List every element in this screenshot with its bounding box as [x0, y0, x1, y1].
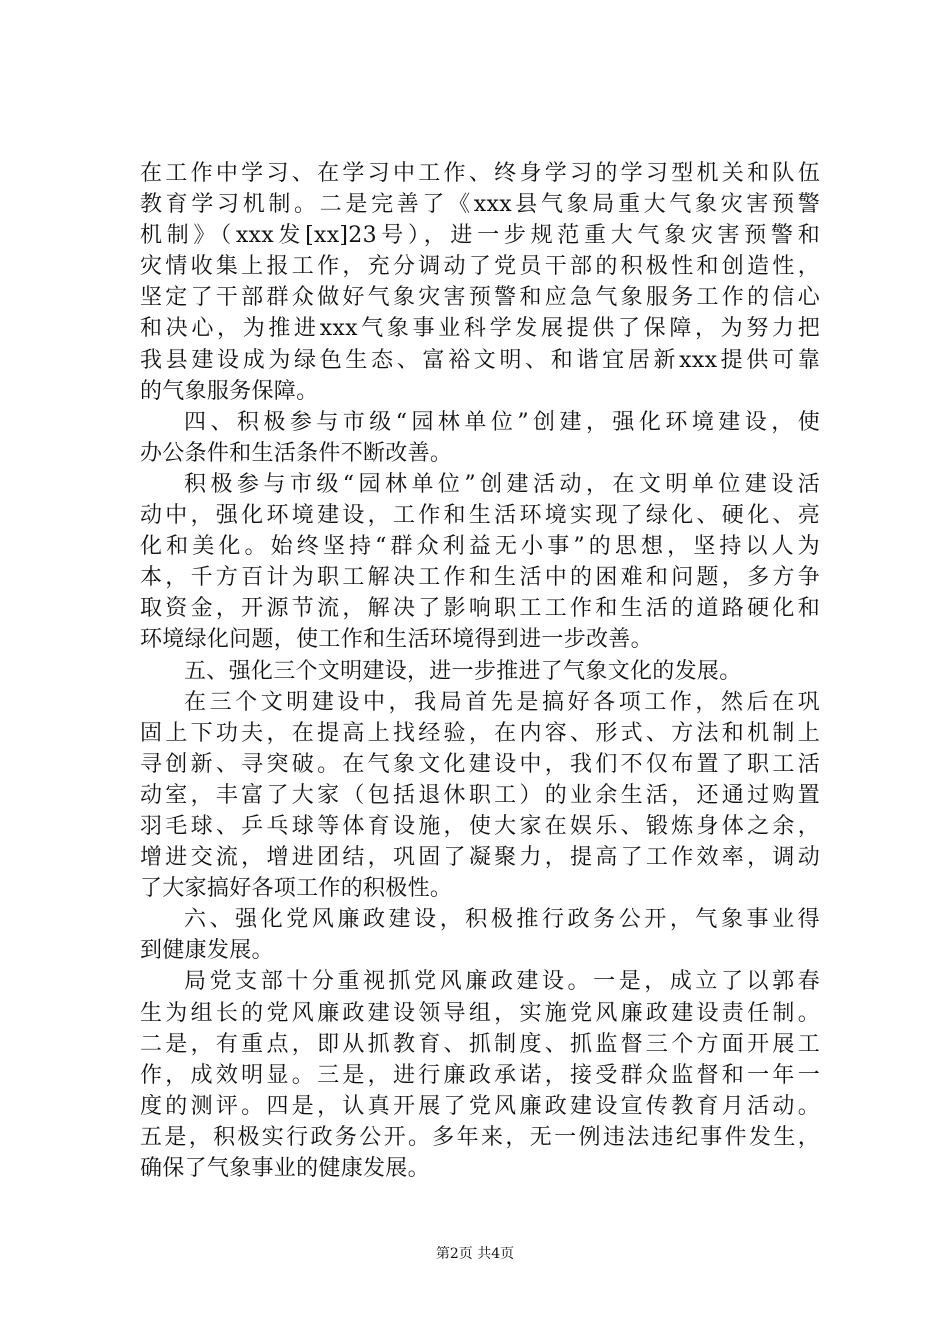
text-line: 在三个文明建设中，我局首先是搞好各项工作，然后在巩 [184, 689, 820, 715]
text-line: 坚定了干部群众做好气象灾害预警和应急气象服务工作的信心 [140, 285, 820, 311]
section-heading-6: 六、强化党风廉政建设，积极推行政务公开，气象事业得 [184, 907, 820, 933]
text-line: 灾情收集上报工作，充分调动了党员干部的积极性和创造性， [140, 254, 820, 280]
text-line: 生为组长的党风廉政建设领导组，实施党风廉政建设责任制。 [140, 1000, 820, 1026]
section-heading-6-continued: 到健康发展。 [140, 938, 274, 964]
text-line: 羽毛球、乒乓球等体育设施，使大家在娱乐、锻炼身体之余， [140, 813, 820, 839]
text-line: 和决心，为推进xxx气象事业科学发展提供了保障，为努力把 [140, 316, 820, 342]
text-line: 了大家搞好各项工作的积极性。 [140, 876, 453, 902]
text-line: 固上下功夫，在提高上找经验，在内容、形式、方法和机制上 [140, 720, 820, 746]
document-body [140, 158, 820, 1184]
text-line: 积极参与市级“园林单位”创建活动，在文明单位建设活 [184, 471, 820, 497]
section-heading-4-continued: 办公条件和生活条件不断改善。 [140, 440, 453, 466]
text-line: 度的测评。四是，认真开展了党风廉政建设宣传教育月活动。 [140, 1093, 820, 1119]
text-line: 五是，积极实行政务公开。多年来，无一例违法违纪事件发生， [140, 1124, 820, 1150]
section-heading-5: 五、强化三个文明建设，进一步推进了气象文化的发展。 [184, 658, 742, 684]
text-line: 本，千方百计为职工解决工作和生活中的困难和问题，多方争 [140, 565, 820, 591]
text-line: 作，成效明显。三是，进行廉政承诺，接受群众监督和一年一 [140, 1062, 820, 1088]
text-line: 动室，丰富了大家（包括退休职工）的业余生活，还通过购置 [140, 782, 820, 808]
text-line: 取资金，开源节流，解决了影响职工工作和生活的道路硬化和 [140, 596, 820, 622]
text-line: 在工作中学习、在学习中工作、终身学习的学习型机关和队伍 [140, 161, 820, 186]
text-line: 环境绿化问题，使工作和生活环境得到进一步改善。 [140, 627, 653, 653]
text-line: 机制》（xxx发[xx]23号），进一步规范重大气象灾害预警和 [140, 223, 820, 249]
text-line: 确保了气象事业的健康发展。 [140, 1156, 430, 1181]
text-line: 我县建设成为绿色生态、富裕文明、和谐宜居新xxx提供可靠 [140, 347, 820, 373]
text-line: 二是，有重点，即从抓教育、抓制度、抓监督三个方面开展工 [140, 1031, 820, 1057]
text-line: 的气象服务保障。 [140, 378, 319, 404]
text-line: 动中，强化环境建设，工作和生活环境实现了绿化、硬化、亮 [140, 503, 820, 529]
section-heading-4: 四、积极参与市级“园林单位”创建，强化环境建设，使 [184, 409, 820, 435]
text-line: 局党支部十分重视抓党风廉政建设。一是，成立了以郭春 [184, 969, 820, 995]
text-line: 化和美化。始终坚持“群众利益无小事”的思想，坚持以人为 [140, 534, 820, 560]
page-number-footer: 第2页 共4页 [435, 1246, 515, 1262]
text-line: 增进交流，增进团结，巩固了凝聚力，提高了工作效率，调动 [140, 845, 820, 871]
text-line: 寻创新、寻突破。在气象文化建设中，我们不仅布置了职工活 [140, 751, 820, 777]
text-line: 教育学习机制。二是完善了《xxx县气象局重大气象灾害预警 [140, 192, 820, 218]
